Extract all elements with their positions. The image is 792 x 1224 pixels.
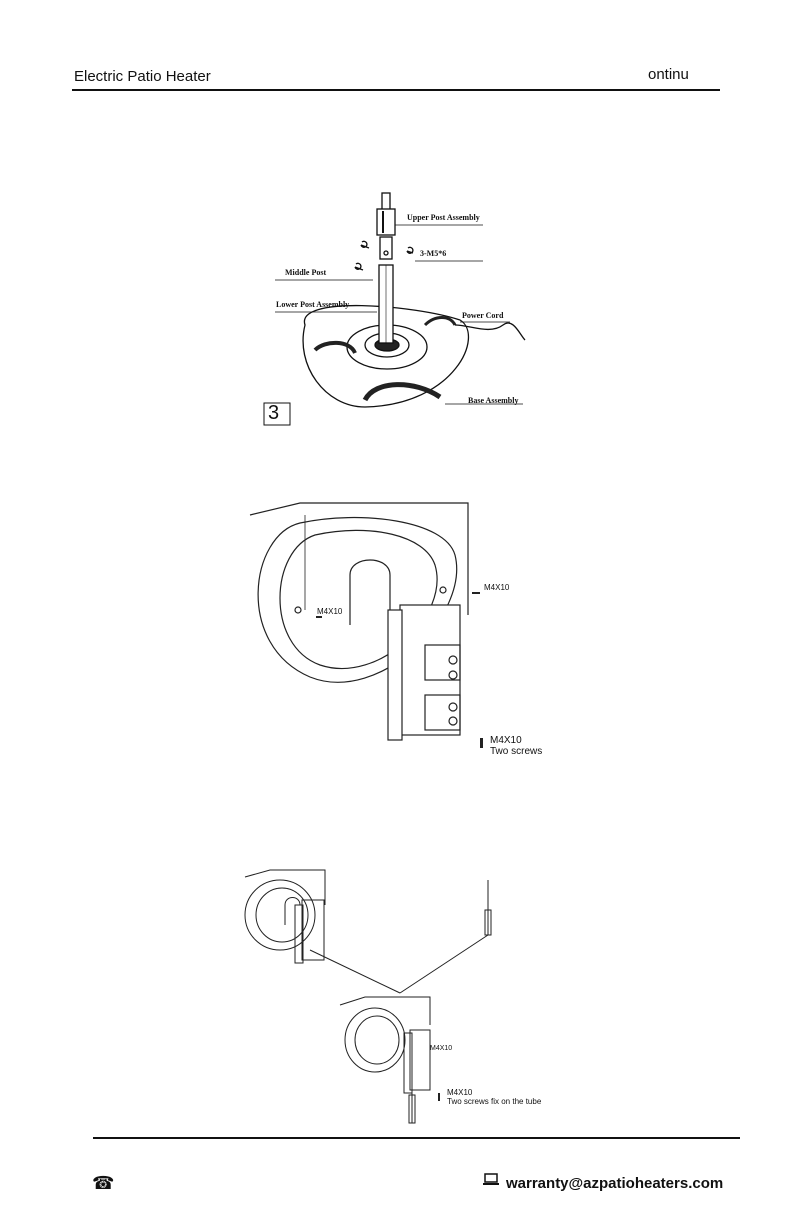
step-number: 3 bbox=[268, 402, 280, 424]
phone-icon: ☎ bbox=[92, 1173, 115, 1193]
screw-label-left: M4X10 bbox=[317, 607, 343, 616]
lower-post-label: Lower Post Assembly bbox=[276, 300, 350, 309]
header-title: Electric Patio Heater bbox=[74, 68, 211, 85]
header-rule bbox=[72, 89, 720, 91]
tube-screw-label: M4X10 bbox=[430, 1045, 453, 1052]
heater-bracket-figure bbox=[240, 495, 480, 750]
middle-post-label: Middle Post bbox=[285, 268, 327, 277]
screw-legend-spec: M4X10 bbox=[490, 735, 522, 746]
tube-legend-icon bbox=[438, 1093, 440, 1101]
screw-legend-desc: Two screws bbox=[490, 746, 543, 757]
tube-legend-desc: Two screws fix on the tube bbox=[447, 1097, 542, 1106]
laptop-icon bbox=[482, 1173, 500, 1191]
header-right-text: ontinu bbox=[648, 66, 689, 83]
screw-label-right: M4X10 bbox=[484, 583, 510, 592]
screws-label: 3-M5*6 bbox=[420, 249, 447, 258]
contact-email[interactable]: warranty@azpatioheaters.com bbox=[506, 1175, 724, 1192]
tube-legend-spec: M4X10 bbox=[447, 1088, 473, 1097]
screw-legend-icon bbox=[480, 738, 483, 748]
footer-rule bbox=[93, 1137, 740, 1139]
power-cord-label: Power Cord bbox=[462, 311, 504, 320]
base-label: Base Assembly bbox=[468, 396, 519, 405]
upper-post-label: Upper Post Assembly bbox=[407, 213, 480, 222]
